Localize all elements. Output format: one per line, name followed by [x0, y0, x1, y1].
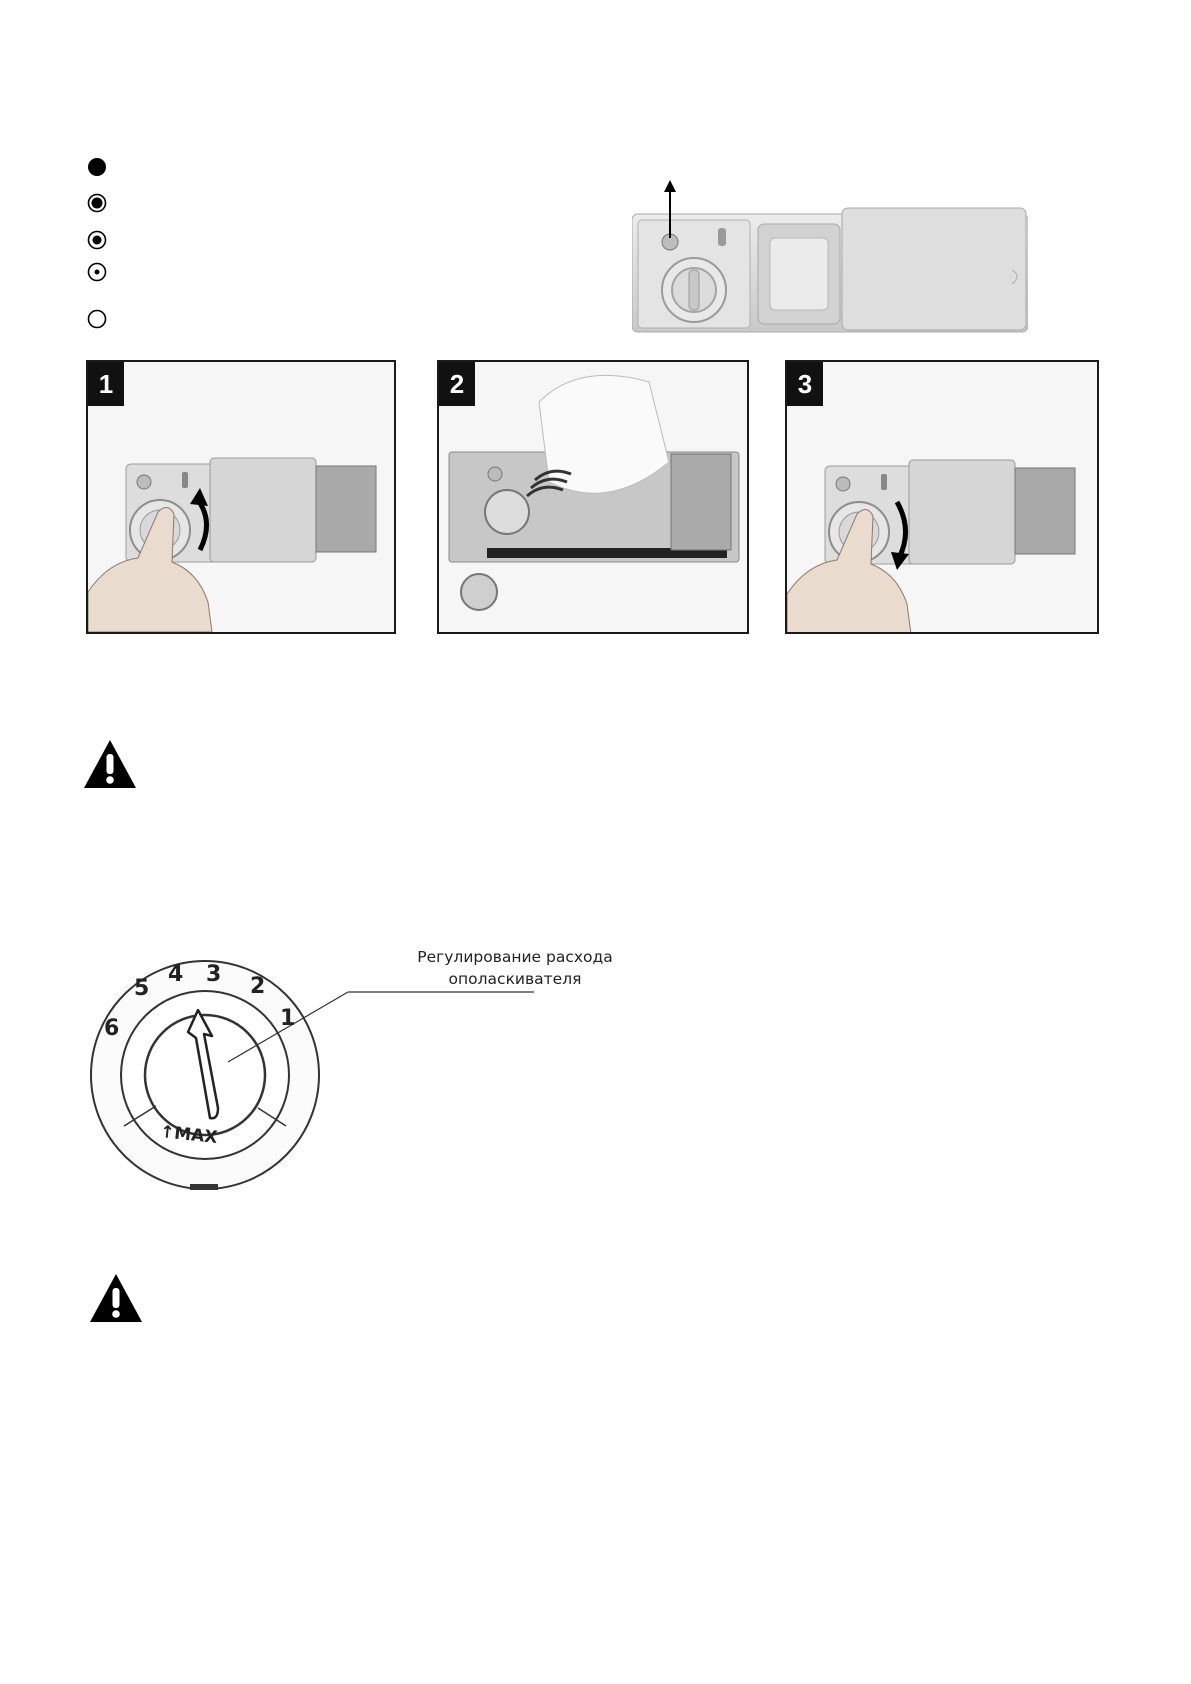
indicator-empty: [86, 308, 108, 330]
step-number-3: 3: [787, 362, 823, 406]
rinse-aid-dial-diagram: [80, 940, 640, 1200]
dispenser-illustration: [632, 180, 1028, 338]
callout-line-2: ополаскивателя: [448, 970, 582, 988]
dial-number-4: 4: [168, 962, 184, 987]
max-label: ↑MAX: [159, 1122, 219, 1148]
indicator-medium-dot: [86, 229, 108, 251]
step-panel-3: [785, 360, 1099, 634]
step-number-2: 2: [439, 362, 475, 406]
step-panel-1: [86, 360, 396, 634]
dial-number-6: 6: [104, 1016, 120, 1041]
indicator-filled: [86, 156, 108, 178]
dial-number-3: 3: [206, 962, 222, 987]
warning-icon: [88, 1272, 144, 1329]
step-panel-2: [437, 360, 749, 634]
warning-icon: [82, 738, 138, 795]
dial-number-5: 5: [134, 976, 150, 1001]
indicator-large-dot: [86, 192, 108, 214]
dial-number-1: 1: [280, 1006, 296, 1031]
step-number-1: 1: [88, 362, 124, 406]
dial-number-2: 2: [250, 974, 266, 999]
rinse-aid-callout: [410, 946, 620, 990]
callout-line-1: Регулирование расхода: [417, 948, 613, 966]
indicator-small-dot: [86, 261, 108, 283]
